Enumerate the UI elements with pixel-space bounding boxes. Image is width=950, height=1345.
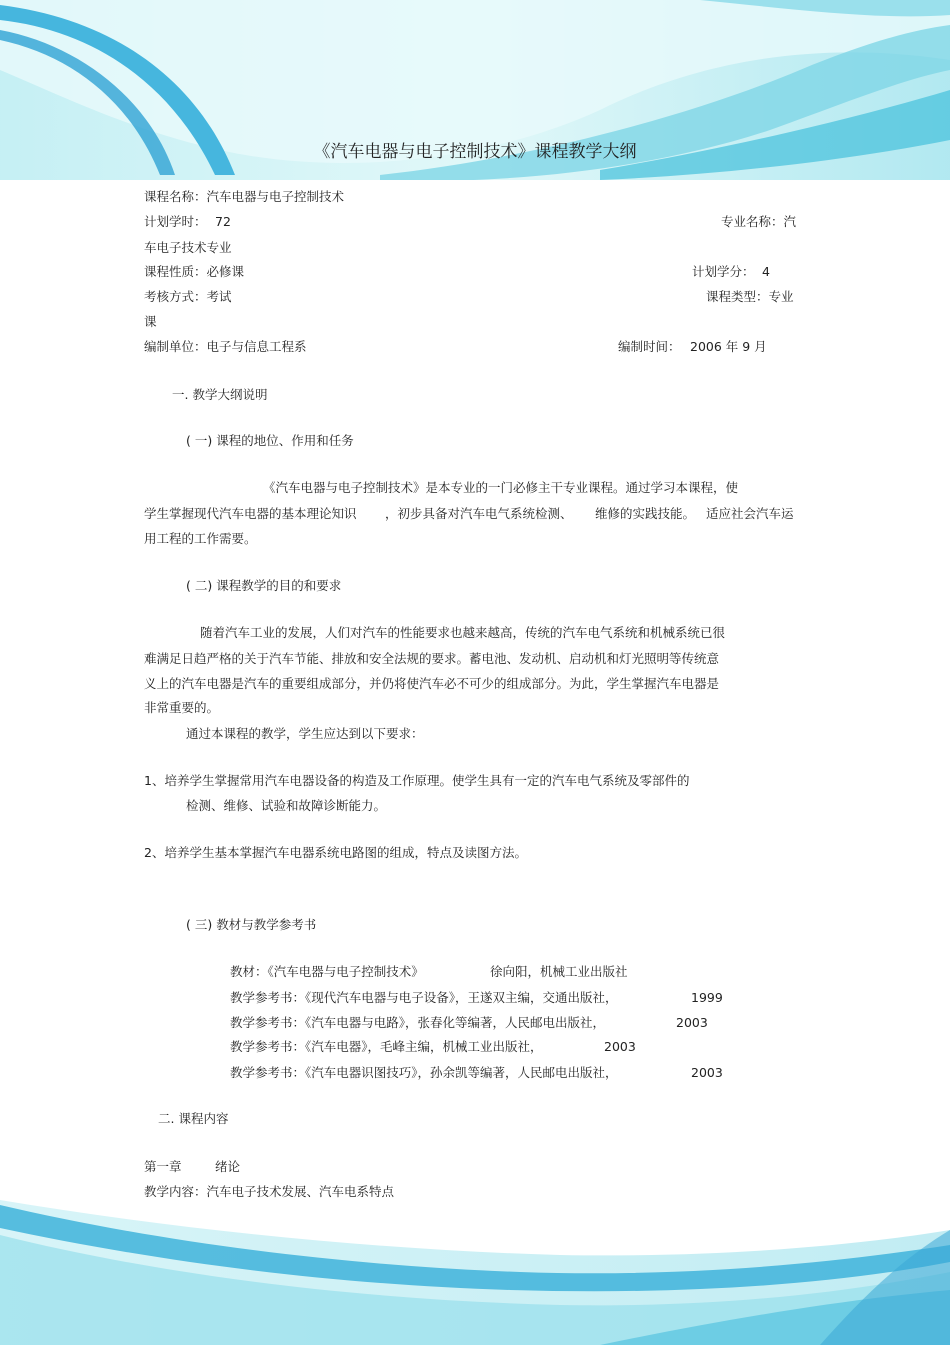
book-year: 2003: [604, 1039, 636, 1054]
book-label: 教学参考书：《汽车电器》，毛峰主编，机械工业出版社，: [230, 1039, 543, 1054]
compile-date-label: 编制时间：: [618, 339, 681, 354]
section-2-heading: 二. 课程内容: [158, 1111, 229, 1126]
hours-label: 计划学时：: [144, 214, 207, 229]
compile-date-value: 2006 年 9 月: [690, 339, 767, 354]
book-label: 教学参考书：《汽车电器识图技巧》，孙余凯等编著，人民邮电出版社，: [230, 1065, 618, 1080]
subsection-3-heading: ( 三) 教材与教学参考书: [186, 917, 317, 932]
course-name: 课程名称：汽车电器与电子控制技术: [144, 189, 345, 204]
chapter-content: 教学内容：汽车电子技术发展、汽车电系特点: [144, 1184, 395, 1199]
requirement-1-continued: 检测、维修、试验和故障诊断能力。: [186, 798, 387, 813]
book-year: 2003: [676, 1015, 708, 1030]
course-type-continued: 课: [144, 314, 157, 329]
paragraph-1-line: 《汽车电器与电子控制技术》是本专业的一门必修主干专业课程。通过学习本课程，使: [263, 480, 739, 495]
exam-method: 考核方式：考试: [144, 289, 232, 304]
requirement-2: 2、培养学生基本掌握汽车电器系统电路图的组成，特点及读图方法。: [144, 845, 527, 860]
paragraph-2-line: 难满足日趋严格的关于汽车节能、排放和安全法规的要求。蓄电池、发动机、启动机和灯光照明等传统意: [144, 651, 720, 666]
paragraph-2-line: 义上的汽车电器是汽车的重要组成部分，并仍将使汽车必不可少的组成部分。为此，学生掌握汽车电器是: [144, 676, 720, 691]
chapter-number: 第一章: [144, 1159, 182, 1174]
course-nature: 课程性质：必修课: [144, 264, 245, 279]
paragraph-1-line: 学生掌握现代汽车电器的基本理论知识: [144, 506, 357, 521]
paragraph-1-line: ，初步具备对汽车电气系统检测、: [385, 506, 573, 521]
subsection-1-heading: ( 一) 课程的地位、作用和任务: [186, 433, 354, 448]
section-1-heading: 一. 教学大纲说明: [172, 387, 268, 402]
subsection-2-heading: ( 二) 课程教学的目的和要求: [186, 578, 342, 593]
book-label: 教学参考书：《汽车电器与电路》，张春化等编著，人民邮电出版社，: [230, 1015, 606, 1030]
credits-value: 4: [762, 264, 770, 279]
major-continued: 车电子技术专业: [144, 240, 232, 255]
compile-unit: 编制单位：电子与信息工程系: [144, 339, 307, 354]
book-label: 教材：《汽车电器与电子控制技术》: [230, 964, 424, 979]
paragraph-1-line: 适应社会汽车运: [706, 506, 794, 521]
paragraph-2-line: 随着汽车工业的发展，人们对汽车的性能要求也越来越高，传统的汽车电气系统和机械系统已很: [200, 625, 726, 640]
hours-value: 72: [215, 214, 231, 229]
page-title: 《汽车电器与电子控制技术》课程教学大纲: [313, 142, 637, 162]
chapter-title: 绪论: [215, 1159, 241, 1174]
paragraph-1-line: 维修的实践技能。: [595, 506, 696, 521]
book-label: 教学参考书：《现代汽车电器与电子设备》，王遂双主编，交通出版社，: [230, 990, 618, 1005]
requirement-1: 1、培养学生掌握常用汽车电器设备的构造及工作原理。使学生具有一定的汽车电气系统及零部件的: [144, 773, 690, 788]
course-type-label: 课程类型：专业: [706, 289, 794, 304]
paragraph-2-line: 非常重要的。: [144, 700, 220, 715]
credits-label: 计划学分：: [692, 264, 755, 279]
book-year: 2003: [691, 1065, 723, 1080]
major-label: 专业名称：汽: [721, 214, 797, 229]
paragraph-2-line: 通过本课程的教学，学生应达到以下要求：: [186, 726, 424, 741]
paragraph-1-line: 用工程的工作需要。: [144, 531, 257, 546]
book-info: 徐向阳，机械工业出版社: [490, 964, 628, 979]
book-year: 1999: [691, 990, 723, 1005]
